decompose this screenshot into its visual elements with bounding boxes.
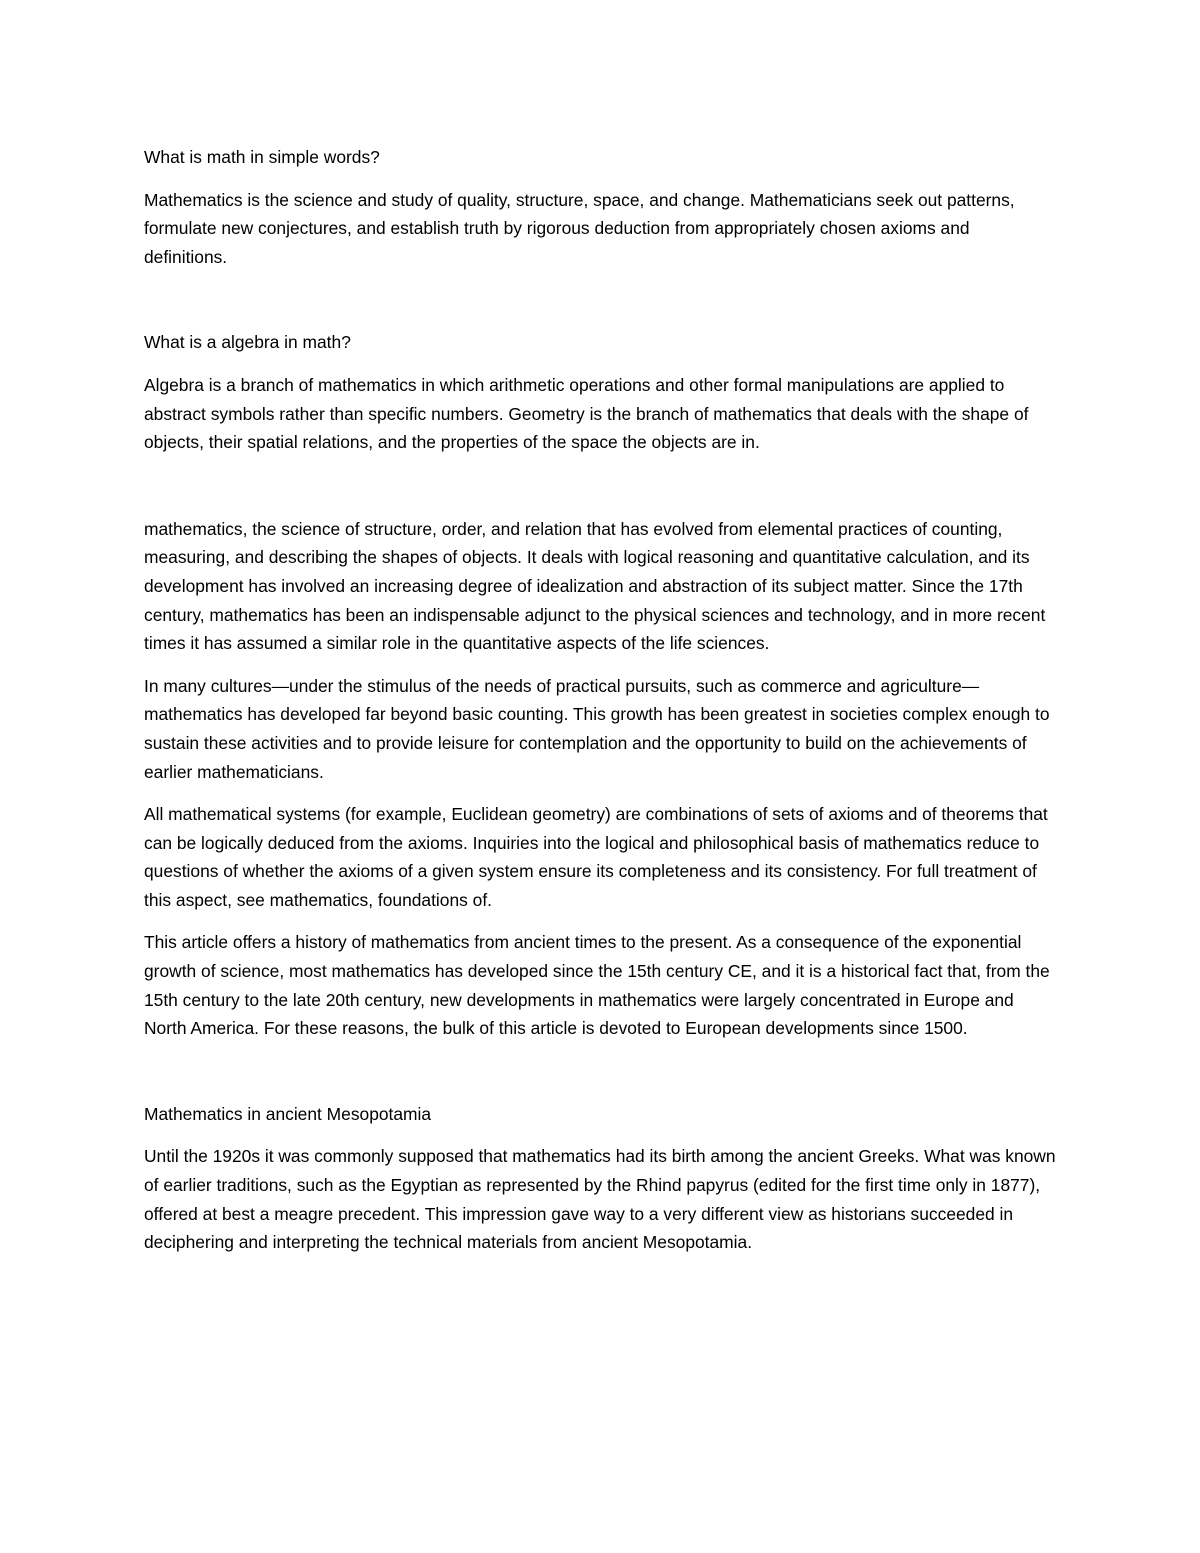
blank-line xyxy=(144,471,1056,515)
blank-line xyxy=(144,285,1056,328)
blank-line xyxy=(144,1057,1056,1100)
paragraph-article-scope: This article offers a history of mathematics from ancient times to the present. As a consequence of the exponential growth of science, most mathematics has developed since the 15th century CE, and it is a historical fact that, from the 15th century to the late 20th century, new developments in mathematics were largely concentrated in Europe and North America. For these reasons, the bulk of this article is devoted to European developments since 1500. xyxy=(144,932,1050,1039)
paragraph-algebra-definition: Algebra is a branch of mathematics in which arithmetic operations and other formal manipulations are applied to abstract symbols rather than specific numbers. Geometry is the branch of mathematics that deals with the shape of objects, their spatial relations, and the properties of the space the objects are in. xyxy=(144,374,1029,453)
paragraph-cultures: In many cultures—under the stimulus of the needs of practical pursuits, such as commerce and agriculture—mathematics has developed far beyond basic counting. This growth has been greatest in societies complex enough to sustain these activities and to provide leisure for contemplation and the opportunity to build on the achievements of earlier mathematicians. xyxy=(144,675,1050,782)
paragraph-math-definition: Mathematics is the science and study of quality, structure, space, and change. Mathematicians seek out patterns, formulate new conjectures, and establish truth by rigorous deduction from appropriately chosen axioms and definitions. xyxy=(144,189,1015,267)
document-body xyxy=(144,143,1056,1271)
paragraph-mathematical-systems: All mathematical systems (for example, Euclidean geometry) are combinations of sets of axioms and of theorems that can be logically deduced from the axioms. Inquiries into the logical and philosophical basis of mathematics reduce to questions of whether the axioms of a given system ensure its completeness and its consistency. For full treatment of this aspect, see mathematics, foundations of. xyxy=(144,804,1048,910)
paragraph-mesopotamia: Until the 1920s it was commonly supposed that mathematics had its birth among the ancient Greeks. What was known of earlier traditions, such as the Egyptian as represented by the Rhind papyrus (edited for the first time only in 1877), offered at best a meagre precedent. This impression gave way to a very different view as historians succeeded in deciphering and interpreting the technical materials from ancient Mesopotamia. xyxy=(144,1146,1056,1253)
question-heading-algebra: What is a algebra in math? xyxy=(144,332,351,353)
section-heading-mesopotamia: Mathematics in ancient Mesopotamia xyxy=(144,1103,432,1124)
paragraph-mathematics-overview: mathematics, the science of structure, order, and relation that has evolved from elemental practices of counting, measuring, and describing the shapes of objects. It deals with logical reasoning and quantitative calculation, and its development has involved an increasing degree of idealization and abstraction of its subject matter. Since the 17th century, mathematics has been an indispensable adjunct to the physical sciences and technology, and in more recent times it has assumed a similar role in the quantitative aspects of the life sciences. xyxy=(144,518,1046,654)
question-heading-math: What is math in simple words? xyxy=(144,147,380,167)
